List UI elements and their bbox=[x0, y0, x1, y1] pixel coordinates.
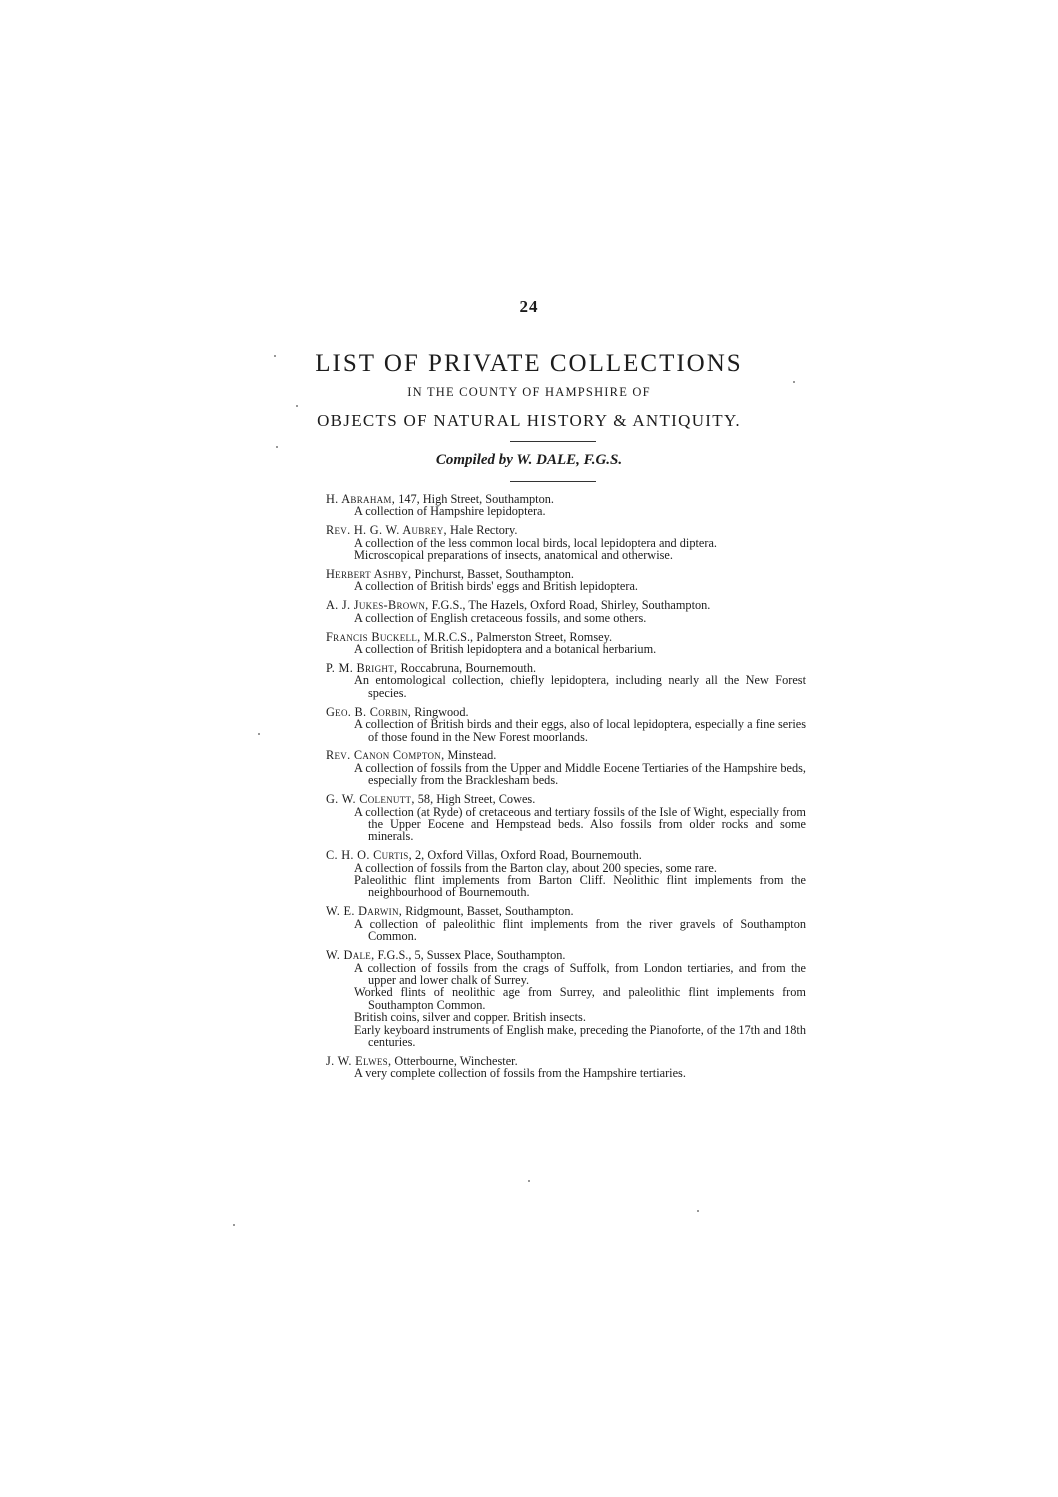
collection-description: A collection of fossils from the Barton clay, about 200 species, some rare. bbox=[354, 860, 717, 875]
scan-speck bbox=[276, 446, 278, 448]
collection-entry bbox=[326, 662, 806, 699]
collector-name: Geo. B. Corbin, bbox=[326, 704, 412, 719]
collector-name: Rev. H. G. W. Aubrey, bbox=[326, 523, 447, 538]
collection-description: A collection of Hampshire lepidoptera. bbox=[354, 504, 546, 519]
collection-entry bbox=[326, 749, 806, 786]
collector-name: C. H. O. Curtis, bbox=[326, 848, 412, 863]
entry-heading bbox=[326, 949, 806, 961]
collector-name: P. M. Bright, bbox=[326, 660, 398, 675]
collection-description: Worked flints of neolithic age from Surrey, and paleolithic flint implements from Southampton Common. bbox=[354, 985, 806, 1012]
collector-name: Rev. Canon Compton, bbox=[326, 748, 445, 763]
collector-address: 2, Oxford Villas, Oxford Road, Bournemouth. bbox=[411, 848, 642, 863]
page-title: LIST OF PRIVATE COLLECTIONS bbox=[315, 350, 743, 377]
collection-entry bbox=[326, 793, 806, 843]
scan-speck bbox=[793, 381, 795, 383]
collector-name: G. W. Colenutt, bbox=[326, 792, 415, 807]
subtitle-county: IN THE COUNTY OF HAMPSHIRE OF bbox=[407, 385, 651, 399]
collection-entry bbox=[326, 631, 806, 656]
collector-name: W. E. Darwin, bbox=[326, 904, 403, 919]
collection-description: A collection of paleolithic flint implements from the river gravels of Southampton Common. bbox=[354, 916, 806, 944]
collection-description: A collection of fossils from the crags of Suffolk, from London tertiaries, and from the upper and lower chalk of Surrey. bbox=[354, 960, 806, 987]
collector-name: J. W. Elwes, bbox=[326, 1053, 392, 1068]
collector-address: Otterbourne, Winchester. bbox=[391, 1053, 518, 1068]
collections-list bbox=[326, 493, 806, 1086]
collection-description: Paleolithic flint implements from Barton Cliff. Neolithic flint implements from the neighbourhood of Bournemouth. bbox=[354, 873, 806, 900]
collection-entry bbox=[326, 1055, 806, 1080]
collection-entry bbox=[326, 949, 806, 1048]
collection-description: British coins, silver and copper. British insects. bbox=[354, 1010, 586, 1025]
scan-speck bbox=[528, 1180, 530, 1182]
collector-address: Pinchurst, Basset, Southampton. bbox=[411, 567, 574, 582]
collection-entry bbox=[326, 706, 806, 743]
collector-address: M.R.C.S., Palmerston Street, Romsey. bbox=[420, 629, 613, 644]
scan-speck bbox=[274, 355, 276, 357]
collector-address: F.G.S., 5, Sussex Place, Southampton. bbox=[374, 948, 566, 963]
entry-heading bbox=[326, 905, 806, 917]
collection-description: Early keyboard instruments of English make, preceding the Pianoforte, of the 17th and 18th centuries. bbox=[354, 1022, 806, 1049]
collector-address: Minstead. bbox=[444, 748, 497, 763]
collection-description: A very complete collection of fossils from the Hampshire tertiaries. bbox=[354, 1066, 686, 1081]
collector-name: H. Abraham, bbox=[326, 492, 396, 506]
collection-description: A collection of fossils from the Upper and Middle Eocene Tertiaries of the Hampshire beds, especially from the Bracklesham beds. bbox=[354, 760, 806, 788]
collector-address: 147, High Street, Southampton. bbox=[395, 492, 554, 506]
collection-description: Microscopical preparations of insects, anatomical and otherwise. bbox=[354, 548, 673, 563]
collector-address: Hale Rectory. bbox=[446, 523, 518, 538]
collection-entry bbox=[326, 905, 806, 942]
entry-heading bbox=[326, 849, 806, 861]
collection-entry bbox=[326, 849, 806, 899]
page-number: 24 bbox=[519, 297, 539, 316]
entry-heading bbox=[326, 749, 806, 761]
scan-speck bbox=[258, 733, 260, 735]
collector-address: 58, High Street, Cowes. bbox=[414, 792, 536, 807]
collector-address: Roccabruna, Bournemouth. bbox=[397, 660, 537, 675]
collector-address: Ringwood. bbox=[411, 704, 469, 719]
collector-address: Ridgmount, Basset, Southampton. bbox=[402, 904, 574, 919]
collector-address: F.G.S., The Hazels, Oxford Road, Shirley, Southampton. bbox=[428, 598, 711, 613]
collection-description: A collection of British birds and their eggs, also of local lepidoptera, especially a fine series of those found in the New Forest moorlands. bbox=[354, 717, 806, 744]
entry-heading bbox=[326, 599, 806, 611]
scan-speck bbox=[697, 1210, 699, 1212]
collector-name: Herbert Ashby, bbox=[326, 567, 412, 582]
collection-description: A collection of British birds' eggs and British lepidoptera. bbox=[354, 579, 638, 594]
collector-name: W. Dale, bbox=[326, 948, 375, 963]
collection-entry bbox=[326, 524, 806, 561]
collector-name: A. J. Jukes-Brown, bbox=[326, 598, 429, 613]
divider-rule-top bbox=[510, 441, 596, 442]
collection-entry bbox=[326, 493, 806, 518]
collector-name: Francis Buckell, bbox=[326, 629, 421, 644]
divider-rule-bottom bbox=[510, 481, 596, 482]
scan-speck bbox=[233, 1224, 235, 1226]
entry-heading bbox=[326, 793, 806, 805]
collection-description: An entomological collection, chiefly lepidoptera, including nearly all the New Forest species. bbox=[354, 673, 806, 700]
collection-entry bbox=[326, 568, 806, 593]
scan-speck bbox=[296, 405, 298, 407]
collection-description: A collection of the less common local birds, local lepidoptera and diptera. bbox=[354, 535, 717, 550]
entry-heading bbox=[326, 524, 806, 536]
collection-description: A collection (at Ryde) of cretaceous and tertiary fossils of the Isle of Wight, especially from the Upper Eocene and Hempstead beds. Also fossils from older rocks and some minerals. bbox=[354, 804, 806, 844]
collection-description: A collection of English cretaceous fossils, and some others. bbox=[354, 610, 647, 625]
collection-entry bbox=[326, 599, 806, 624]
compiled-by-line: Compiled by W. DALE, F.G.S. bbox=[435, 452, 623, 468]
collection-description: A collection of British lepidoptera and a botanical herbarium. bbox=[354, 642, 657, 657]
subtitle-objects: OBJECTS OF NATURAL HISTORY & ANTIQUITY. bbox=[317, 411, 741, 430]
